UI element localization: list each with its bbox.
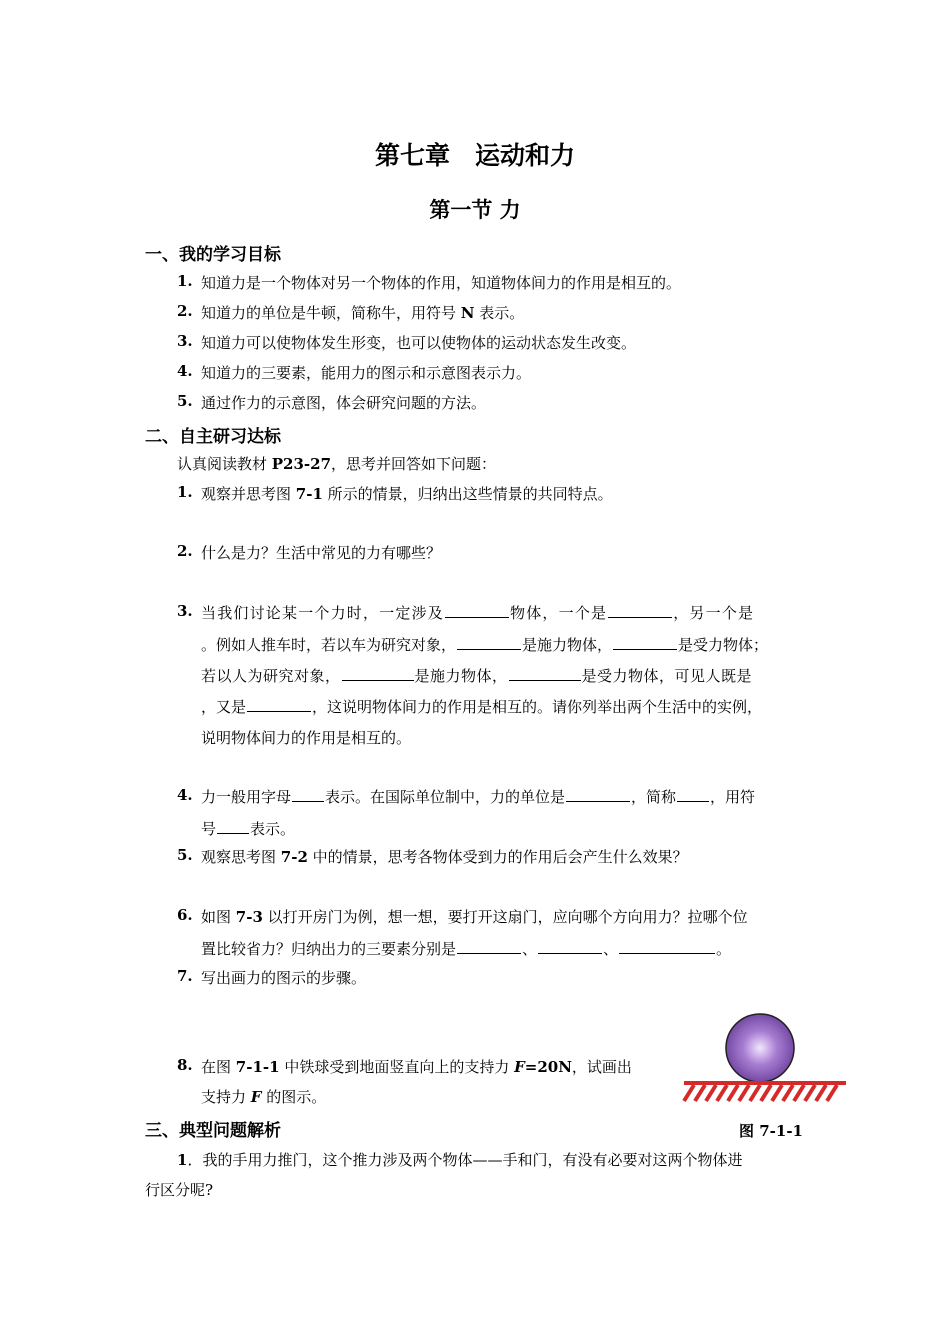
answer-blank[interactable] xyxy=(292,786,324,802)
ground-hatch-line xyxy=(772,1085,782,1101)
answer-blank[interactable] xyxy=(566,786,630,802)
ground-hatch-line xyxy=(805,1085,815,1101)
iron-ball xyxy=(726,1014,794,1082)
ground-hatch-line xyxy=(827,1085,837,1101)
ground-surface xyxy=(684,1083,846,1101)
answer-blank[interactable] xyxy=(217,818,249,834)
ground-hatch-line xyxy=(783,1085,793,1101)
answer-blank[interactable] xyxy=(619,938,715,954)
document-page: 第七章 运动和力 第一节 力 一、我的学习目标 1. 知道力是一个物体对另一个物体的作用，知道物体间力的作用是相互的。 2. 知道力的单位是牛顿，简称牛，用符号 N 表示。 3. 知道力可以使物体发生形变，也可以使物体的运动状态发生改变。 4. 知道力的三要素，能用力的图示和示意图表示力。 5. 通过作力的示意图，体会研究问题的方法。 二、自主研习达标 认真阅读教材 P23-27，思考并回答如下问题： 1. 观察并思考图 7-1 所示的情景，归纳出这些情景的共同特点。 2. 什么是力？生活中常见的力有哪些？ 3. 当我们讨论某一个力时，一定涉及 物体，一个是 ，另一个是 。例如人推车时，若以车为研究对象， 是施力物体， 是受力物体； 若以人为研究对象， 是施力物体， 是受力物体，可见人既是 ，又是 ，这说明物体间力的作用是相互的。请你列举出两个生活中的实例， 说明物体间力的作用是相互的。 4. 力一般用字母 表示。在国际单位制中，力的单位是 ，简称 ，用符 号 表示。 5. 观察思考图 7-2 中的情景，思考各物体受到力的作用后会产生什么效果？ 6. 如图 7-3 以打开房门为例，想一想，要打开这扇门，应向哪个方向用力？拉哪个位 置比较省力？归纳出力的三要素分别是 、 、 。 7. 写出画力的图示的步骤。 8. 在图 7-1-1 中铁球受到地面竖直向上的支持力 F=20N，试画出 支持力 F 的图示。 图 7-1-1 三、典型问题解析 1．我的手用力推门，这个推力涉及两个物体——手和门，有没有必要对这两个物体进 行区分呢? xyxy=(0,0,950,1344)
answer-blank[interactable] xyxy=(509,665,581,681)
answer-blank[interactable] xyxy=(457,634,521,650)
answer-blank[interactable] xyxy=(457,938,521,954)
ground-hatch-line xyxy=(706,1085,716,1101)
answer-blank[interactable] xyxy=(538,938,602,954)
ground-hatch-line xyxy=(794,1085,804,1101)
figure-caption: 图 7-1-1 xyxy=(739,1122,803,1140)
ground-hatch-line xyxy=(739,1085,749,1101)
section-heading-goals: 一、我的学习目标 xyxy=(145,245,281,265)
answer-blank[interactable] xyxy=(445,602,509,618)
figure-iron-ball-on-ground xyxy=(680,1008,850,1108)
ground-hatch-line xyxy=(728,1085,738,1101)
ground-hatch-line xyxy=(750,1085,760,1101)
ground-hatch-line xyxy=(684,1085,694,1101)
problem-item: 1．我的手用力推门，这个推力涉及两个物体——手和门，有没有必要对这两个物体进 xyxy=(177,1151,743,1169)
section-heading-self-study: 二、自主研习达标 xyxy=(145,427,281,447)
chapter-title: 第七章 运动和力 xyxy=(374,141,575,170)
section-heading-problems: 三、典型问题解析 xyxy=(145,1121,281,1141)
section-title: 第一节 力 xyxy=(429,198,521,222)
ground-hatch-line xyxy=(695,1085,705,1101)
ground-hatch-line xyxy=(717,1085,727,1101)
problem-item-continuation: 行区分呢? xyxy=(145,1181,214,1199)
answer-blank[interactable] xyxy=(613,634,677,650)
answer-blank[interactable] xyxy=(608,602,672,618)
reading-instruction: 认真阅读教材 P23-27，思考并回答如下问题： xyxy=(177,455,497,473)
ground-hatch-line xyxy=(816,1085,826,1101)
answer-blank[interactable] xyxy=(342,665,414,681)
ground-hatch-line xyxy=(761,1085,771,1101)
answer-blank[interactable] xyxy=(677,786,709,802)
answer-blank[interactable] xyxy=(247,696,311,712)
